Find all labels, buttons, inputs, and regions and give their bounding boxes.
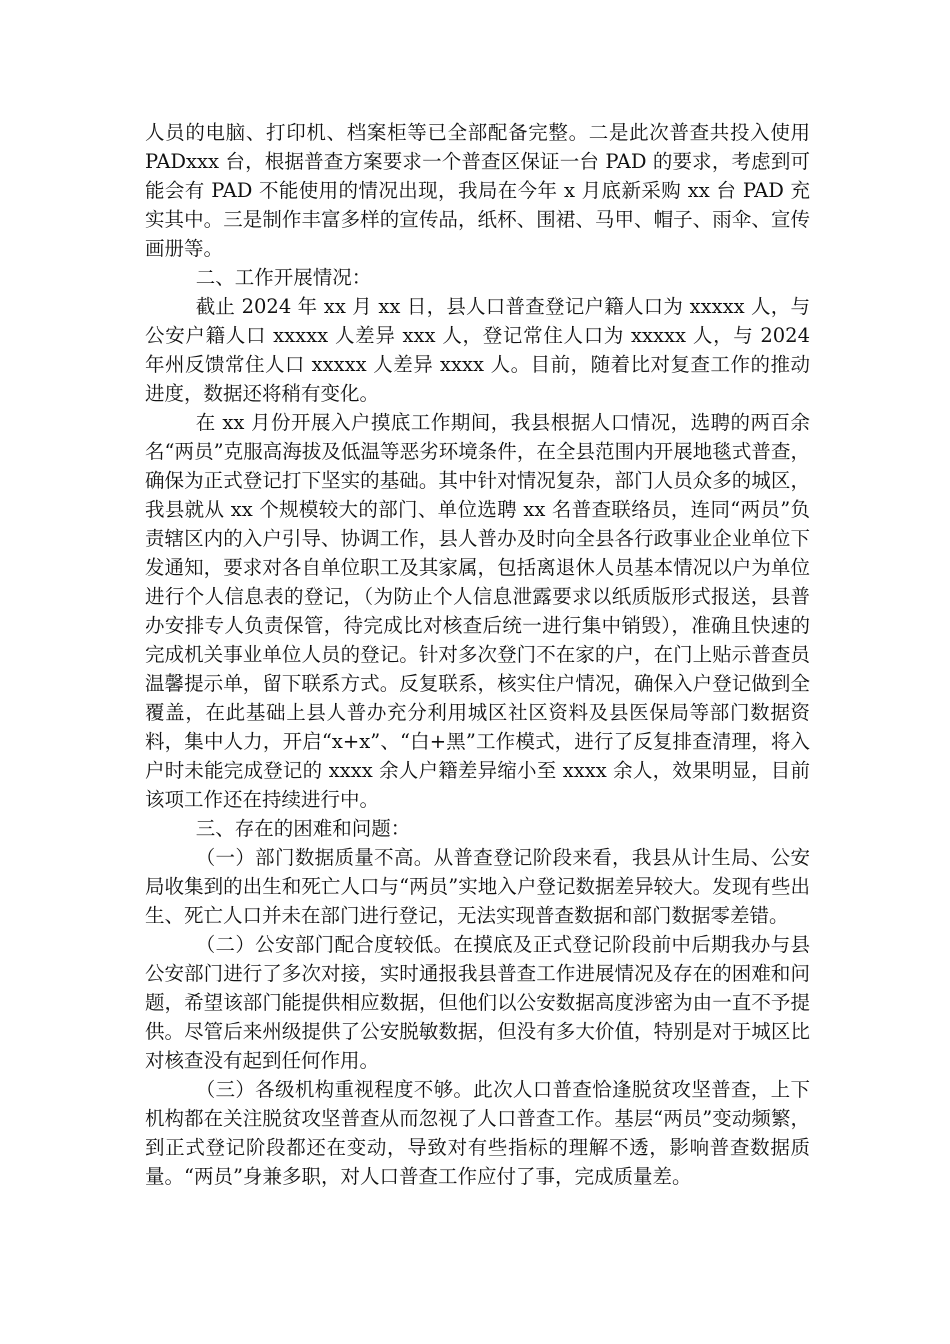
paragraph-issue-police-cooperation: （二）公安部门配合度较低。在摸底及正式登记阶段前中后期我办与县公安部门进行了多次对接，实时通报我县普查工作进展情况及存在的困难和问题，希望该部门能提供相应数据，但他们以公安数据高度涉密为由一直不予提供。尽管后来州级提供了公安脱敏数据，但没有多大价值，特别是对于城区比对核查没有起到任何作用。 [145, 933, 810, 1072]
paragraph-issue-attention: （三）各级机构重视程度不够。此次人口普查恰逢脱贫攻坚普查，上下机构都在关注脱贫攻坚普查从而忽视了人口普查工作。基层“两员”变动频繁，到正式登记阶段都还在变动，导致对有些指标的理解不透，影响普查数据质量。“两员”身兼多职，对人口普查工作应付了事，完成质量差。 [145, 1078, 810, 1188]
paragraph-continued: 人员的电脑、打印机、档案柜等已全部配备完整。二是此次普查共投入使用 PADxxx 台，根据普查方案要求一个普查区保证一台 PAD 的要求，考虑到可能会有 PAD 不能使用的情况出现，我局在今年 x 月底新采购 xx 台 PAD 充实其中。三是制作丰富多样的宣传品，纸杯、围裙、马甲、帽子、雨伞、宣传画册等。 [145, 121, 810, 260]
paragraph-household-survey: 在 xx 月份开展入户摸底工作期间，我县根据人口情况，选聘的两百余名“两员”克服高海拔及低温等恶劣环境条件，在全县范围内开展地毯式普查，确保为正式登记打下坚实的基础。其中针对情况复杂，部门人员众多的城区，我县就从 xx 个规模较大的部门、单位选聘 xx 名普查联络员，连同“两员”负责辖区内的入户引导、协调工作，县人普办及时向全县各行政事业企业单位下发通知，要求对各自单位职工及其家属，包括离退休人员基本情况以户为单位进行个人信息表的登记，（为防止个人信息泄露要求以纸质版形式报送，县普办安排专人负责保管，待完成比对核查后统一进行集中销毁），准确且快速的完成机关事业单位人员的登记。针对多次登门不在家的户，在门上贴示普查员温馨提示单，留下联系方式。反复联系，核实住户情况，确保入户登记做到全覆盖，在此基础上县人普办充分利用城区社区资料及县医保局等部门数据资料，集中人力，开启“x+x”、“白+黑”工作模式，进行了反复排查清理，将入户时未能完成登记的 xxxx 余人户籍差异缩小至 xxxx 余人，效果明显，目前该项工作还在持续进行中。 [145, 411, 810, 811]
paragraph-population-figures: 截止 2024 年 xx 月 xx 日，县人口普查登记户籍人口为 xxxxx 人，与公安户籍人口 xxxxx 人差异 xxx 人，登记常住人口为 xxxxx 人，与 2024 年州反馈常住人口 xxxxx 人差异 xxxx 人。目前，随着比对复查工作的推动进度，数据还将稍有变化。 [145, 295, 810, 405]
section-heading-work-progress: 二、工作开展情况： [195, 266, 372, 289]
document-page [145, 118, 810, 1191]
paragraph-issue-data-quality: （一）部门数据质量不高。从普查登记阶段来看，我县从计生局、公安局收集到的出生和死亡人口与“两员”实地入户登记数据差异较大。发现有些出生、死亡人口并未在部门进行登记，无法实现普查数据和部门数据零差错。 [145, 846, 810, 927]
section-heading-difficulties: 三、存在的困难和问题： [195, 817, 411, 840]
